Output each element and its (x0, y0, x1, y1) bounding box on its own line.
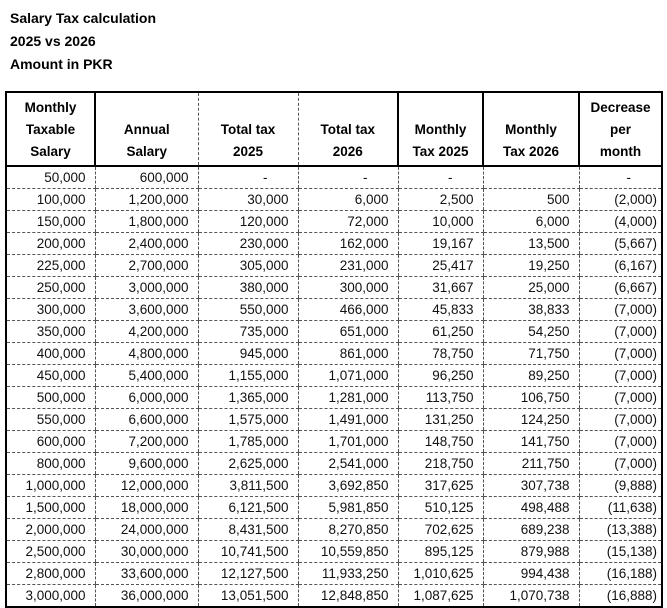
table-cell: 12,127,500 (198, 563, 298, 585)
column-header-line: 2026 (332, 144, 363, 159)
table-row (6, 585, 662, 608)
table-cell: 550,000 (6, 409, 95, 431)
table-cell: 4,800,000 (95, 343, 198, 365)
table-cell: 1,500,000 (6, 497, 95, 519)
table-cell: 6,121,500 (198, 497, 298, 519)
table-cell: 5,400,000 (95, 365, 198, 387)
table-cell: 300,000 (6, 299, 95, 321)
table-cell: 19,250 (483, 255, 579, 277)
table-cell: 1,087,625 (398, 585, 483, 608)
table-cell: 25,417 (398, 255, 483, 277)
table-row (6, 233, 662, 255)
table-cell: 2,500,000 (6, 541, 95, 563)
table-cell: 2,500 (398, 189, 483, 211)
table-cell: 200,000 (6, 233, 95, 255)
table-cell: (5,667) (579, 233, 662, 255)
table-cell: (7,000) (579, 299, 662, 321)
table-cell: 2,700,000 (95, 255, 198, 277)
table-cell: 124,250 (483, 409, 579, 431)
table-cell: 250,000 (6, 277, 95, 299)
column-header-line: 2025 (232, 144, 264, 159)
table-cell: 651,000 (298, 321, 398, 343)
table-row (6, 365, 662, 387)
table-cell: 945,000 (198, 343, 298, 365)
table-cell: - (579, 166, 662, 189)
table-cell: 1,800,000 (95, 211, 198, 233)
column-header-line: Decrease (590, 100, 651, 115)
table-cell: 3,692,850 (298, 475, 398, 497)
table-body (6, 166, 662, 607)
table-cell: 225,000 (6, 255, 95, 277)
column-header-line: Annual (123, 122, 170, 137)
table-cell: 1,010,625 (398, 563, 483, 585)
table-cell: (7,000) (579, 431, 662, 453)
table-cell: 600,000 (6, 431, 95, 453)
table-cell: 510,125 (398, 497, 483, 519)
column-header-7 (579, 92, 662, 166)
table-cell: 33,600,000 (95, 563, 198, 585)
column-header-4 (298, 92, 398, 166)
table-cell: 11,933,250 (298, 563, 398, 585)
column-header-line: Monthly (505, 122, 557, 137)
table-cell: 466,000 (298, 299, 398, 321)
table-cell: 24,000,000 (95, 519, 198, 541)
table-cell: 6,000 (483, 211, 579, 233)
column-header-line: Monthly (414, 122, 467, 137)
table-cell: 113,750 (398, 387, 483, 409)
column-header-line: Monthly (24, 100, 77, 115)
table-cell: 13,051,500 (198, 585, 298, 608)
table-cell: 106,750 (483, 387, 579, 409)
page-title (0, 0, 667, 76)
table-cell: 10,559,850 (298, 541, 398, 563)
table-cell: 702,625 (398, 519, 483, 541)
table-cell: 10,741,500 (198, 541, 298, 563)
table-cell: (7,000) (579, 321, 662, 343)
table-cell: - (298, 166, 398, 189)
table-cell: 211,750 (483, 453, 579, 475)
table-cell: 13,500 (483, 233, 579, 255)
table-cell: - (198, 166, 298, 189)
table-row (6, 497, 662, 519)
table-cell: 1,491,000 (298, 409, 398, 431)
table-cell: 7,200,000 (95, 431, 198, 453)
table-row (6, 321, 662, 343)
table-cell: 500,000 (6, 387, 95, 409)
table-cell: 800,000 (6, 453, 95, 475)
table-cell: (9,888) (579, 475, 662, 497)
table-header (6, 92, 662, 166)
table-row (6, 343, 662, 365)
table-cell: (2,000) (579, 189, 662, 211)
table-cell: 72,000 (298, 211, 398, 233)
table-cell: (7,000) (579, 343, 662, 365)
table-cell: (7,000) (579, 387, 662, 409)
table-cell: 2,000,000 (6, 519, 95, 541)
table-row (6, 475, 662, 497)
column-header-6 (483, 92, 579, 166)
table-cell: (16,888) (579, 585, 662, 608)
table-cell: 3,811,500 (198, 475, 298, 497)
table-cell: 1,575,000 (198, 409, 298, 431)
table-cell: 38,833 (483, 299, 579, 321)
table-cell: 71,750 (483, 343, 579, 365)
table-row (6, 519, 662, 541)
table-cell: 231,000 (298, 255, 398, 277)
table-cell: 5,981,850 (298, 497, 398, 519)
table-cell: 735,000 (198, 321, 298, 343)
table-cell: (6,167) (579, 255, 662, 277)
table-cell: 25,000 (483, 277, 579, 299)
column-header-3 (198, 92, 298, 166)
table-cell: 78,750 (398, 343, 483, 365)
table-cell: 450,000 (6, 365, 95, 387)
table-cell: 895,125 (398, 541, 483, 563)
table-cell: 1,281,000 (298, 387, 398, 409)
table-cell: 879,988 (483, 541, 579, 563)
table-cell: 1,155,000 (198, 365, 298, 387)
table-cell: 307,738 (483, 475, 579, 497)
table-cell: 1,701,000 (298, 431, 398, 453)
table-cell: 380,000 (198, 277, 298, 299)
table-cell: 120,000 (198, 211, 298, 233)
table-row (6, 277, 662, 299)
table-cell: 994,438 (483, 563, 579, 585)
column-header-line: Total tax (320, 122, 375, 137)
table-cell: 6,600,000 (95, 409, 198, 431)
table-cell: - (398, 166, 483, 189)
table-cell: 689,238 (483, 519, 579, 541)
table-cell: 305,000 (198, 255, 298, 277)
table-cell: 162,000 (298, 233, 398, 255)
table-cell: 150,000 (6, 211, 95, 233)
table-cell: 6,000 (298, 189, 398, 211)
table-cell: 300,000 (298, 277, 398, 299)
table-cell: 9,600,000 (95, 453, 198, 475)
table-cell: 31,667 (398, 277, 483, 299)
column-header-line: Tax 2025 (412, 144, 469, 159)
table-cell: 3,000,000 (6, 585, 95, 608)
table-cell: (4,000) (579, 211, 662, 233)
table-cell: 10,000 (398, 211, 483, 233)
table-cell: 2,541,000 (298, 453, 398, 475)
table-cell: 317,625 (398, 475, 483, 497)
column-header-line: Total tax (220, 122, 276, 137)
table-row (6, 431, 662, 453)
table-cell: (13,388) (579, 519, 662, 541)
table-cell: 1,000,000 (6, 475, 95, 497)
table-row (6, 166, 662, 189)
table-cell: 2,625,000 (198, 453, 298, 475)
table-cell: 350,000 (6, 321, 95, 343)
table-cell: 8,431,500 (198, 519, 298, 541)
table-row (6, 453, 662, 475)
table-cell: 1,071,000 (298, 365, 398, 387)
table-cell: 500 (483, 189, 579, 211)
table-cell: 1,200,000 (95, 189, 198, 211)
table-row (6, 189, 662, 211)
table-row (6, 211, 662, 233)
table-cell: 230,000 (198, 233, 298, 255)
column-header-1 (6, 92, 95, 166)
table-cell: 218,750 (398, 453, 483, 475)
column-header-line: Salary (30, 144, 71, 159)
table-cell: 861,000 (298, 343, 398, 365)
table-cell: 19,167 (398, 233, 483, 255)
table-cell: 131,250 (398, 409, 483, 431)
table-cell: 8,270,850 (298, 519, 398, 541)
table-row (6, 255, 662, 277)
table-cell: 36,000,000 (95, 585, 198, 608)
table-cell: 498,488 (483, 497, 579, 519)
table-cell: 141,750 (483, 431, 579, 453)
table-cell: 4,200,000 (95, 321, 198, 343)
table-cell: 96,250 (398, 365, 483, 387)
column-header-5 (398, 92, 483, 166)
table-cell (483, 166, 579, 189)
table-row (6, 541, 662, 563)
column-header-line: Taxable (25, 122, 76, 137)
table-cell: 600,000 (95, 166, 198, 189)
table-cell: 12,848,850 (298, 585, 398, 608)
table-cell: 12,000,000 (95, 475, 198, 497)
table-row (6, 387, 662, 409)
table-cell: 1,070,738 (483, 585, 579, 608)
column-header-line: month (599, 144, 642, 159)
column-header-2 (95, 92, 198, 166)
table-cell: 2,400,000 (95, 233, 198, 255)
table-cell: 18,000,000 (95, 497, 198, 519)
table-cell: 3,000,000 (95, 277, 198, 299)
header-row (6, 92, 662, 166)
table-cell: 61,250 (398, 321, 483, 343)
table-cell: (16,188) (579, 563, 662, 585)
title-line-1: Salary Tax calculation (10, 10, 157, 26)
table-row (6, 563, 662, 585)
table-cell: 30,000,000 (95, 541, 198, 563)
table-cell: 30,000 (198, 189, 298, 211)
table-cell: (15,138) (579, 541, 662, 563)
table-cell: 1,785,000 (198, 431, 298, 453)
title-line-2: 2025 vs 2026 (10, 33, 96, 49)
table-cell: 50,000 (6, 166, 95, 189)
table-cell: 550,000 (198, 299, 298, 321)
title-line-3: Amount in PKR (10, 56, 113, 72)
table-cell: 1,365,000 (198, 387, 298, 409)
table-row (6, 409, 662, 431)
column-header-line: Tax 2026 (502, 144, 560, 159)
table-cell: (7,000) (579, 453, 662, 475)
table-cell: 6,000,000 (95, 387, 198, 409)
table-cell: 2,800,000 (6, 563, 95, 585)
table-cell: 400,000 (6, 343, 95, 365)
table-cell: (11,638) (579, 497, 662, 519)
table-row (6, 299, 662, 321)
table-cell: (7,000) (579, 409, 662, 431)
table-cell: 54,250 (483, 321, 579, 343)
table-cell: (7,000) (579, 365, 662, 387)
table-cell: 45,833 (398, 299, 483, 321)
table-cell: (6,667) (579, 277, 662, 299)
column-header-line: per (609, 122, 631, 137)
table-cell: 3,600,000 (95, 299, 198, 321)
table-cell: 100,000 (6, 189, 95, 211)
table-cell: 148,750 (398, 431, 483, 453)
column-header-line: Salary (126, 144, 168, 159)
table-cell: 89,250 (483, 365, 579, 387)
salary-tax-table (5, 91, 663, 608)
